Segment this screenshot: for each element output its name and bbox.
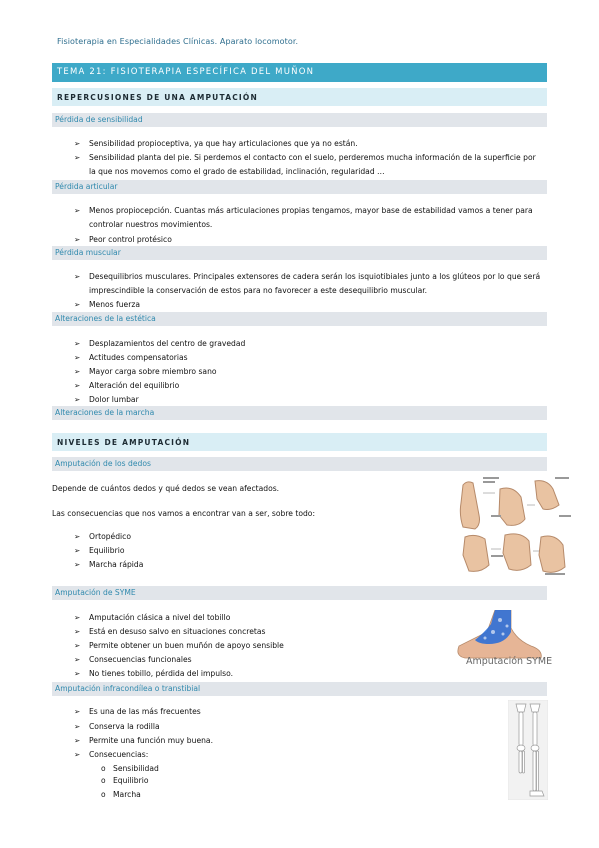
list-item: ➢ Consecuencias funcionales bbox=[74, 655, 192, 664]
subheading-amputacion-syme: Amputación de SYME bbox=[52, 586, 547, 600]
section-heading-niveles: NIVELES DE AMPUTACIÓN bbox=[52, 433, 547, 451]
list-item: ➢ Es una de las más frecuentes bbox=[74, 707, 201, 716]
subheading-amputacion-dedos: Amputación de los dedos bbox=[52, 457, 547, 471]
list-item: ➢ Está en desuso salvo en situaciones concretas bbox=[74, 627, 266, 636]
sub-list-item: o Marcha bbox=[101, 790, 141, 799]
list-item: ➢ Amputación clásica a nivel del tobillo bbox=[74, 613, 231, 622]
list-item: ➢ Menos propiocepción. Cuantas más articulaciones propias tengamos, mayor base de estabilidad vamos a tener para controlar nuestros movimientos. bbox=[74, 206, 533, 229]
list-item: ➢ Actitudes compensatorias bbox=[74, 353, 188, 362]
transtibial-skeleton-figure bbox=[508, 700, 548, 800]
toe-amputation-figure bbox=[455, 475, 575, 580]
list-item: ➢ No tienes tobillo, pérdida del impulso. bbox=[74, 669, 234, 678]
list-item: ➢ Consecuencias: bbox=[74, 750, 149, 759]
list-item: ➢ Equilibrio bbox=[74, 546, 125, 555]
section-heading-repercusiones: REPERCUSIONES DE UNA AMPUTACIÓN bbox=[52, 88, 547, 106]
subheading-alteraciones-estetica: Alteraciones de la estética bbox=[52, 312, 547, 326]
syme-amputation-figure bbox=[445, 610, 545, 660]
list-item: ➢ Menos fuerza bbox=[74, 300, 140, 309]
list-item: ➢ Marcha rápida bbox=[74, 560, 144, 569]
list-item: ➢ Mayor carga sobre miembro sano bbox=[74, 367, 217, 376]
list-item: ➢ Permite una función muy buena. bbox=[74, 736, 213, 745]
list-item: ➢ Conserva la rodilla bbox=[74, 722, 160, 731]
list-item: ➢ Ortopédico bbox=[74, 532, 131, 541]
list-item: ➢ Sensibilidad propioceptiva, ya que hay articulaciones que ya no están. bbox=[74, 139, 358, 148]
sub-list-item: o Equilibrio bbox=[101, 776, 149, 785]
list-item: ➢ Desequilibrios musculares. Principales extensores de cadera serán los isquiotibiales junto a los glúteos por lo que será imprescindible la conservación de estos para no favorecer a este desequilibrio muscular. bbox=[74, 272, 541, 295]
running-header: Fisioterapia en Especialidades Clínicas. Aparato locomotor. bbox=[57, 37, 299, 46]
paragraph: Depende de cuántos dedos y qué dedos se vean afectados. bbox=[52, 484, 280, 493]
topic-title: TEMA 21: FISIOTERAPIA ESPECÍFICA DEL MUÑON bbox=[52, 63, 547, 82]
subheading-alteraciones-marcha: Alteraciones de la marcha bbox=[52, 406, 547, 420]
paragraph: Las consecuencias que nos vamos a encontrar van a ser, sobre todo: bbox=[52, 509, 316, 518]
list-item: ➢ Alteración del equilibrio bbox=[74, 381, 180, 390]
subheading-perdida-sensibilidad: Pérdida de sensibilidad bbox=[52, 113, 547, 127]
list-item: ➢ Desplazamientos del centro de gravedad bbox=[74, 339, 246, 348]
list-item: ➢ Peor control protésico bbox=[74, 235, 172, 244]
subheading-perdida-muscular: Pérdida muscular bbox=[52, 246, 547, 260]
subheading-amputacion-transtibial: Amputación infracondílea o transtibial bbox=[52, 682, 547, 696]
list-item: ➢ Sensibilidad planta del pie. Si perdemos el contacto con el suelo, perderemos mucha información de la superficie por la que nos movemos como el grado de estabilidad, inclinación, regularidad … bbox=[74, 153, 536, 176]
list-item: ➢ Permite obtener un buen muñón de apoyo sensible bbox=[74, 641, 284, 650]
sub-list-item: o Sensibilidad bbox=[101, 764, 159, 773]
list-item: ➢ Dolor lumbar bbox=[74, 395, 139, 404]
subheading-perdida-articular: Pérdida articular bbox=[52, 180, 547, 194]
syme-figure-caption: Amputación SYME bbox=[466, 656, 553, 667]
